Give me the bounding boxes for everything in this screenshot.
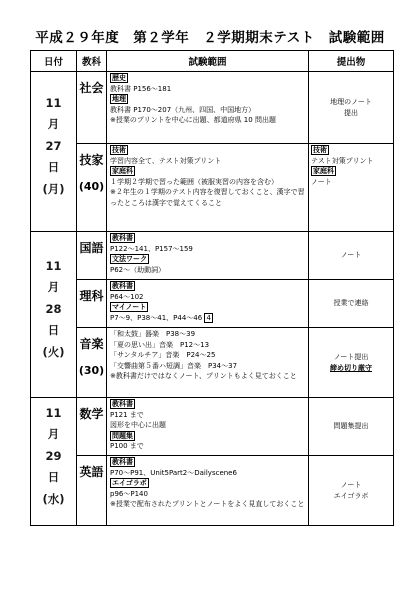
tag-label: 教科書 — [112, 400, 133, 408]
subject-cell — [77, 398, 107, 456]
range-line: 「和太鼓」器楽 P38～39 — [110, 330, 196, 338]
range-line: １学期２学期で習った範囲（被服実習の内容を含む） — [110, 177, 278, 186]
submit-cell — [309, 398, 394, 456]
date-month-num: 11 — [45, 405, 62, 420]
boxed-number: 4 — [206, 313, 211, 322]
table-row — [31, 280, 394, 328]
range-line: 教科書 P156～181 — [110, 84, 172, 93]
tag-label: 問題集 — [112, 431, 133, 440]
date-day-num: 29 — [45, 448, 62, 463]
tag-label: エイゴラボ — [112, 479, 147, 487]
tag-label: 教科書 — [112, 458, 133, 466]
date-cell-day2 — [31, 232, 77, 398]
submit-deadline: 締め切り厳守 — [330, 363, 372, 372]
date-day-num: 28 — [45, 301, 62, 316]
submit-text: ノート — [311, 177, 332, 186]
range-line: 「交響曲第５番ハ短調」音楽 P34～37 — [110, 361, 238, 370]
date-day-label: 日 — [47, 160, 60, 175]
table-row — [31, 72, 394, 144]
range-cell — [107, 72, 309, 144]
submit-text: テスト対策プリント — [311, 156, 374, 165]
range-line: P70～P91、Unit5Part2～Dailyscene6 — [110, 468, 237, 477]
date-day-label: 日 — [47, 470, 60, 485]
range-cell — [107, 144, 309, 232]
range-note: ※授業で配布されたプリントとノートをよく見直しておくこと — [110, 500, 305, 508]
header-range: 試験範囲 — [107, 51, 309, 72]
range-line: 学習内容全て、テスト対策プリント — [110, 156, 222, 165]
tag-label: 技術 — [313, 146, 327, 154]
date-month-label: 月 — [47, 280, 60, 295]
date-day-label: 日 — [47, 323, 60, 338]
date-month-num: 11 — [45, 258, 62, 273]
subject-cell — [77, 144, 107, 232]
range-note: ※２年生の１学期のテスト内容を復習しておくこと、漢字で習ったところは漢字で覚えてくること — [110, 188, 305, 207]
subject-name: 理科 — [79, 289, 104, 303]
date-cell-day1 — [31, 72, 77, 232]
header-date: 日付 — [31, 51, 77, 72]
table-row — [31, 328, 394, 398]
header-subject: 教科 — [77, 51, 107, 72]
range-cell — [107, 328, 309, 398]
range-line: p96～P140 — [110, 489, 148, 498]
subject-name: 音楽 — [79, 337, 104, 351]
range-line: P121 まで — [110, 410, 144, 419]
range-note: ※授業のプリントを中心に出題、都道府県 10 問出題 — [110, 116, 276, 124]
exam-range-table — [30, 50, 394, 526]
page-title: 平成２９年度 第２学年 ２学期期末テスト 試験範囲 — [35, 30, 385, 46]
subject-name: 技家 — [79, 153, 104, 167]
table-row — [31, 456, 394, 526]
range-line: P64～102 — [110, 292, 144, 301]
range-cell — [107, 280, 309, 328]
date-month-label: 月 — [47, 427, 60, 442]
submit-text: ノート — [340, 480, 362, 489]
subject-name: 社会 — [79, 81, 104, 95]
tag-label: 教科書 — [112, 234, 133, 242]
submit-cell — [309, 144, 394, 232]
table-row — [31, 232, 394, 280]
date-weekday: (月) — [42, 181, 65, 196]
range-line: 「サンタルチア」音楽 P24～25 — [110, 351, 216, 359]
subject-cell — [77, 328, 107, 398]
header-submit: 提出物 — [309, 51, 394, 72]
table-row — [31, 144, 394, 232]
submit-cell — [309, 280, 394, 328]
range-line: 教科書 P170～207（九州、四国、中国地方） — [110, 105, 256, 114]
range-line: P62～（助動詞） — [110, 265, 166, 274]
subject-minutes: (40) — [78, 180, 105, 193]
tag-label: 家庭科 — [313, 167, 334, 175]
date-cell-day3 — [31, 398, 77, 526]
range-line: 図形を中心に出題 — [110, 421, 166, 429]
range-line — [110, 313, 306, 324]
date-weekday: (火) — [42, 344, 65, 359]
submit-text: ノート — [340, 251, 362, 259]
subject-minutes: (30) — [78, 364, 105, 377]
subject-name: 英語 — [79, 465, 104, 479]
subject-cell — [77, 456, 107, 526]
submit-cell — [309, 232, 394, 280]
tag-label: 技術 — [112, 146, 126, 154]
range-note: ※教科書だけではなくノート、プリントもよく見ておくこと — [110, 372, 297, 380]
range-cell — [107, 398, 309, 456]
table-row — [31, 398, 394, 456]
tag-label: マイノート — [112, 303, 147, 311]
tag-label: 文法ワーク — [112, 255, 147, 263]
subject-cell — [77, 280, 107, 328]
submit-text: 提出 — [344, 108, 358, 117]
range-cell — [107, 456, 309, 526]
subject-name: 国語 — [79, 241, 104, 255]
submit-text: 問題集提出 — [333, 422, 369, 430]
tag-label: 歴史 — [112, 74, 126, 82]
tag-label: 地理 — [112, 95, 126, 103]
date-month-label: 月 — [47, 117, 60, 132]
date-day-num: 27 — [45, 138, 62, 153]
date-weekday: (水) — [42, 491, 65, 506]
range-line: 「夏の思い出」音楽 P12～13 — [110, 340, 210, 349]
submit-text: エイゴラボ — [333, 491, 369, 500]
submit-text: 授業で連絡 — [333, 299, 369, 307]
range-line: P122～141、P157～159 — [110, 244, 193, 253]
subject-name: 数学 — [79, 407, 104, 421]
subject-cell — [77, 72, 107, 144]
table-header-row — [31, 51, 394, 72]
submit-text: 地理のノート — [330, 97, 372, 106]
subject-cell — [77, 232, 107, 280]
tag-label: 家庭科 — [112, 167, 133, 175]
submit-cell — [309, 328, 394, 398]
range-line: P100 まで — [110, 442, 144, 450]
range-cell — [107, 232, 309, 280]
range-line-text: P7～9、P38～41、P44～46 — [110, 313, 203, 322]
submit-cell — [309, 456, 394, 526]
submit-cell — [309, 72, 394, 144]
submit-text: ノート提出 — [333, 352, 369, 361]
tag-label: 教科書 — [112, 282, 133, 290]
date-month-num: 11 — [45, 95, 62, 110]
